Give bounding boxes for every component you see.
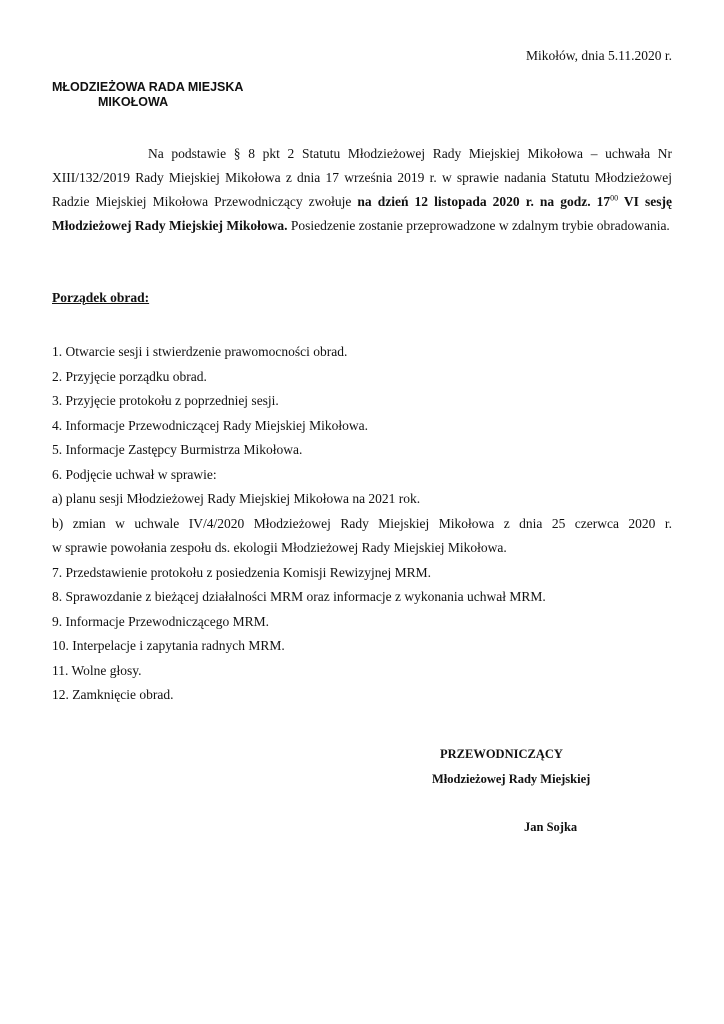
agenda-item: 1. Otwarcie sesji i stwierdzenie prawomocności obrad. — [52, 344, 348, 359]
issuer-header — [52, 80, 243, 110]
agenda-item: 8. Sprawozdanie z bieżącej działalności MRM oraz informacje z wykonania uchwał MRM. — [52, 589, 546, 604]
document-date: Mikołów, dnia 5.11.2020 r. — [526, 48, 672, 63]
agenda-item: 4. Informacje Przewodniczącej Rady Miejskiej Mikołowa. — [52, 417, 369, 433]
agenda-item: 7. Przedstawienie protokołu z posiedzenia Komisji Rewizyjnej MRM. — [52, 564, 432, 580]
agenda-subitem-continuation: w sprawie powołania zespołu ds. ekologii Młodzieżowej Rady Miejskiej Mikołowa. — [52, 540, 507, 555]
signature-name: Jan Sojka — [524, 820, 578, 834]
agenda-item: 9. Informacje Przewodniczącego MRM. — [52, 613, 270, 629]
intro-time-superscript: 00 — [610, 193, 619, 203]
issuer-line-1: MŁODZIEŻOWA RADA MIEJSKA — [52, 80, 244, 94]
agenda-subitem: b) zmian w uchwale IV/4/2020 Młodzieżowej Rady Miejskiej Mikołowa z dnia 25 czerwca 2020 r. — [52, 515, 672, 531]
agenda-item: 10. Interpelacje i zapytania radnych MRM. — [52, 638, 285, 653]
signature-organization: Młodzieżowej Rady Miejskiej — [432, 772, 591, 786]
issuer-line-2: MIKOŁOWA — [98, 95, 169, 109]
intro-bold-session: VI sesję Młodzieżowej Rady Miejskiej Mikołowa. — [52, 194, 672, 233]
agenda-item: 3. Przyjęcie protokołu z poprzedniej sesji. — [52, 393, 279, 408]
agenda-subitem: a) planu sesji Młodzieżowej Rady Miejskiej Mikołowa na 2021 rok. — [52, 491, 421, 506]
agenda-heading: Porządek obrad: — [52, 290, 150, 305]
agenda-item: 2. Przyjęcie porządku obrad. — [52, 368, 207, 384]
signature-title: PRZEWODNICZĄCY — [440, 747, 563, 761]
intro-bold-date: na dzień 12 listopada 2020 r. na godz. 17 — [357, 194, 611, 209]
intro-text-1: Na podstawie § 8 pkt 2 Statutu Młodzieżowej Rady Miejskiej Mikołowa – uchwała Nr XIII/132/2019 Rady Miejskiej Mikołowa z dnia 17 września 2019 r. w sprawie nadania Statutu Młodzieżowej Radzie Miejskiej Mikołowa Przewodniczący zwołuje — [52, 146, 672, 209]
agenda-item: 12. Zamknięcie obrad. — [52, 687, 174, 702]
intro-paragraph — [52, 142, 672, 238]
intro-text-2: Posiedzenie zostanie przeprowadzone w zdalnym trybie obradowania. — [287, 218, 670, 233]
signature-block — [420, 742, 620, 840]
agenda-list — [52, 340, 672, 708]
agenda-item: 6. Podjęcie uchwał w sprawie: — [52, 466, 217, 482]
agenda-item: 5. Informacje Zastępcy Burmistrza Mikołowa. — [52, 442, 303, 457]
agenda-item: 11. Wolne głosy. — [52, 662, 142, 678]
